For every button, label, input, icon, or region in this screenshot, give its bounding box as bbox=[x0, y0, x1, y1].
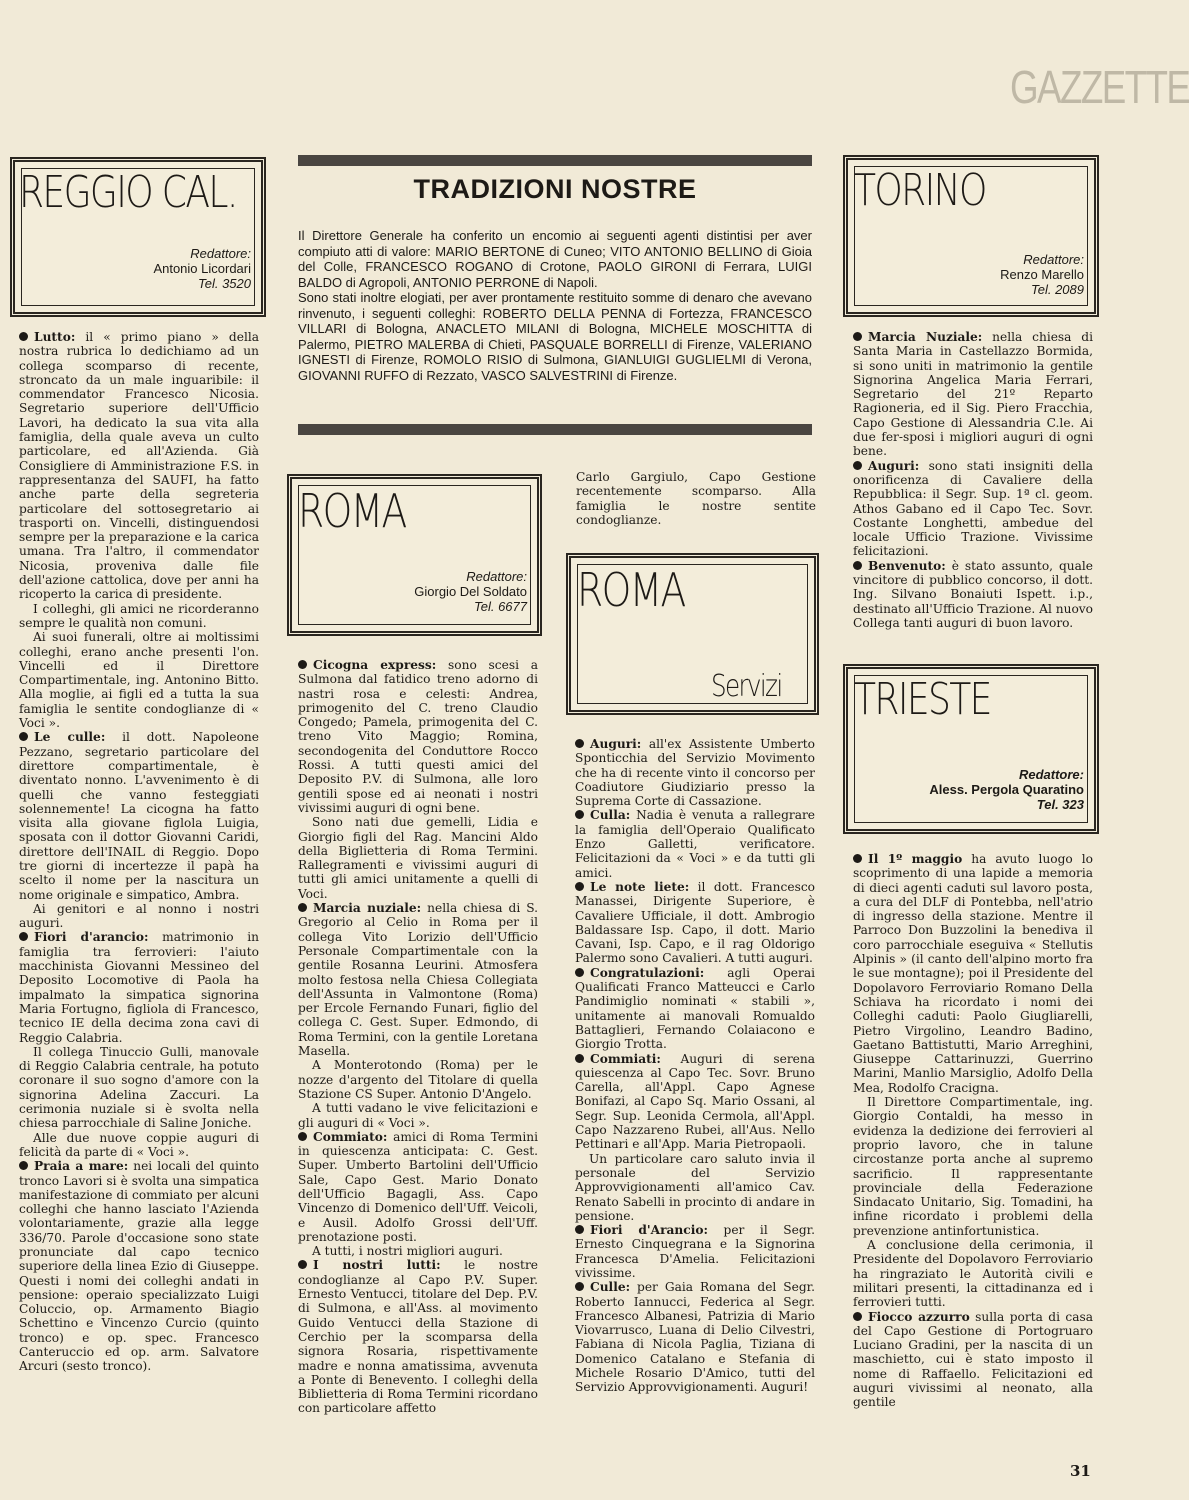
trieste-column: Il 1º maggio ha avuto luogo lo scoprimento di una lapide a memoria di dieci agenti caduti sul lavoro posta, a cura del DLF di Pontebba, nell'atrio di ingresso della stazione. Mentre il Parroco Don Buzzolini la benediva il coro parrocchiale eseguiva « Stellutis Alpinis » (il canto dell'alpino morto fra le sue montagne); poi il Presidente del Dopolavoro Ferroviario Romano Della Schiava ha ricordato i nomi dei Colleghi caduti: Paolo Giugliarelli, Pietro Virgolino, Leandro Badino, Gaetano Battistutti, Mario Arreghini, Giuseppe Cattarinuzzi, Guerrino Marini, Manlio Marsiglio, Adolfo Della Mea, Rodolfo Cracigna. Il Direttore Compartimentale, ing. Giorgio Contaldi, ha messo in evidenza la dedizione dei ferrovieri al proprio lavoro, che in talune circostanze porta anche al supremo sacrificio. Il rappresentante provinciale della Federazione Sindacato Unitario, Sig. Tomadini, ha infine ricordato i problemi della prevenzione antinfortunistica. A conclusione della cerimonia, il Presidente del Dopolavoro Ferroviario ha ringraziato le Autorità civili e militari presenti, la cittadinanza ed i ferrovieri tutti. Fiocco azzurro sulla porta di casa del Capo Gestione di Portogruaro Luciano Gradini, per la nascita di un maschietto, cui è stato imposto il nome di Raffaello. Felicitazioni ed auguri vivissimi al neonato, alla gentile bbox=[853, 852, 1093, 1410]
torino-city-title: TORINO bbox=[854, 165, 986, 216]
bullet-icon bbox=[19, 1161, 28, 1170]
bullet-icon bbox=[19, 932, 28, 941]
roma-redattore: Redattore: Giorgio Del Soldato Tel. 6677 bbox=[414, 569, 527, 614]
roma-header-box bbox=[287, 474, 542, 636]
bullet-icon bbox=[853, 1312, 862, 1321]
torino-redattore: Redattore: Renzo Marello Tel. 2089 bbox=[1000, 252, 1084, 297]
bullet-icon bbox=[575, 1282, 584, 1291]
bullet-icon bbox=[298, 1260, 307, 1269]
bullet-icon bbox=[575, 1225, 584, 1234]
reggio-header-box bbox=[10, 157, 266, 317]
torino-header-box bbox=[843, 155, 1099, 317]
roma-city-title: ROMA bbox=[298, 484, 406, 538]
roma-servizi-column: Auguri: all'ex Assistente Umberto Sponticchia del Servizio Movimento che ha di recente vinto il concorso per Coadiutore Giudiziario presso la Suprema Corte di Cassazione. Culla: Nadia è venuta a rallegrare la famiglia dell'Operaio Qualificato Enzo Galletti, verificatore. Felicitazioni da « Voci » e da tutti gli amici. Le note liete: il dott. Francesco Manassei, Dirigente Superiore, è Cavaliere Ufficiale, il dott. Ambrogio Baldassare Isp. Capo, il dott. Mario Cavani, Isp. Capo, e il rag Oldorigo Palermo sono Cavalieri. A tutti auguri. Congratulazioni: agli Operai Qualificati Franco Matteucci e Carlo Pandimiglio nominati « stabili », unitamente ai manovali Romualdo Battaglieri, Fernando Colaiacono e Giorgio Trotta. Commiati: Auguri di serena quiescenza al Capo Tec. Sovr. Bruno Carella, all'Appl. Capo Agnese Bonifazi, al Capo Sq. Mario Ossani, al Segr. Sup. Leonida Cermola, all'Appl. Capo Nazzareno Rubei, all'Aus. Nello Pettinari e all'App. Maria Pietropaoli. Un particolare caro saluto invia il personale del Servizio Approvvigionamenti all'amico Cav. Renato Sabelli in procinto di andare in pensione. Fiori d'Arancio: per il Segr. Ernesto Cinquegrana e la Signorina Francesca D'Amelia. Felicitazioni vivissime. Culle: per Gaia Romana del Segr. Roberto Iannucci, Federica al Segr. Francesco Albanesi, Patrizia di Mario Viovarrusco, Luana di Delio Cilvestri, Fabiana di Nicola Paglia, Tiziana di Domenico Catalano e Stefania di Michele Rosario D'Amico, tutti del Servizio Approvvigionamenti. Auguri! bbox=[575, 737, 816, 1395]
header-fragment: GAZZETTE bbox=[1010, 61, 1189, 113]
trieste-redattore: Redattore: Aless. Pergola Quaratino Tel. 323 bbox=[929, 767, 1084, 812]
roma-continuation: Carlo Gargiulo, Capo Gestione recentemente scomparso. Alla famiglia le nostre sentite condoglianze. bbox=[576, 470, 816, 527]
roma-servizi-header-box bbox=[566, 553, 819, 715]
bullet-icon bbox=[853, 332, 862, 341]
center-body: Il Direttore Generale ha conferito un encomio ai seguenti agenti distintisi per aver compiuto atti di valore: MARIO BERTONE di Cuneo; VITO ANTONIO BELLINO di Gioia del Colle, FRANCESCO ROGANO di Crotone, PAOLO GIRONI di Ferrara, LUIGI BALDO di Agropoli, ANTONIO PERRONE di Napoli. Sono stati inoltre elogiati, per aver prontamente restituito somme di denaro che avevano rinvenuto, i seguenti colleghi: ROBERTO DELLA PENNA di Fortezza, FRANCESCO VILLARI di Bologna, ANACLETO MILANI di Bologna, MICHELE MOSCHITTA di Palermo, PIETRO MALERBA di Chieti, PASQUALE BORRELLI di Firenze, VALERIANO IGNESTI di Firenze, ROMOLO RISIO di Sulmona, GIANLUIGI GUGLIELMI di Verona, GIOVANNI RUFFO di Rezzato, VASCO SALVESTRINI di Firenze. bbox=[298, 228, 812, 383]
bullet-icon bbox=[575, 739, 584, 748]
bullet-icon bbox=[298, 660, 307, 669]
center-title: TRADIZIONI NOSTRE bbox=[413, 174, 697, 204]
bullet-icon bbox=[853, 461, 862, 470]
center-top-rule bbox=[298, 155, 812, 166]
trieste-city-title: TRIESTE bbox=[854, 674, 991, 725]
bullet-icon bbox=[575, 882, 584, 891]
roma-servizi-city-title: ROMA bbox=[577, 563, 685, 617]
bullet-icon bbox=[853, 561, 862, 570]
page-number: 31 bbox=[1070, 1462, 1091, 1480]
bullet-icon bbox=[19, 332, 28, 341]
bullet-icon bbox=[575, 1054, 584, 1063]
torino-column: Marcia Nuziale: nella chiesa di Santa Maria in Castellazzo Bormida, si sono uniti in matrimonio la gentile Signorina Angelica Maria Ferrari, Segretario del 21º Reparto Ragioneria, ed il Sig. Piero Fracchia, Capo Gestione di Alessandria C.le. Ai due fer-sposi i migliori auguri di ogni bene. Auguri: sono stati insigniti della onorificenza di Cavaliere della Repubblica: il Segr. Sup. 1ª cl. geom. Athos Gabano ed il Capo Tec. Sovr. Costante Longhetti, ambedue del locale Ufficio Trazione. Vivissime felicitazioni. Benvenuto: è stato assunto, quale vincitore di pubblico concorso, il dott. Ing. Silvano Bonaiuti Ispett. i.p., destinato all'Ufficio Trazione. Al nuovo Collega tanti auguri di buon lavoro. bbox=[853, 330, 1093, 630]
reggio-city-title: REGGIO CAL. bbox=[19, 167, 237, 218]
bullet-icon bbox=[853, 854, 862, 863]
reggio-column: Lutto: il « primo piano » della nostra rubrica lo dedichiamo ad un collega scomparso di recente, stroncato da un male inguaribile: il commendator Francesco Nicosia. Segretario superiore dell'Ufficio Lavori, ha dedicato la sua vita alla famiglia, della quale aveva un culto particolare, ed all'Azienda. Già Consigliere di Amministrazione F.S. in rappresentanza del SAUFI, ha fatto anche parte della segreteria particolare del sottosegretario ai trasporti on. Vincelli, distinguendosi sempre per la preparazione e la carica umana. Tra l'altro, il commendator Nicosia, proveniva dalle file dell'azione cattolica, dove per anni ha ricoperto la carica di presidente. I colleghi, gli amici ne ricorderanno sempre le qualità non comuni. Ai suoi funerali, oltre ai moltissimi colleghi, erano anche presenti l'on. Vincelli ed il Direttore Compartimentale, ing. Antonino Bitto. Alla moglie, ai figli ed a tutta la sua famiglia le sentite condoglianze di « Voci ». Le culle: il dott. Napoleone Pezzano, segretario particolare del direttore compartimentale, è diventato nonno. L'avvenimento è di quelli che vanno festeggiati solennemente! La cicogna ha fatto visita alla giovane figlola Luigia, sposata con il dottor Giovanni Caridi, direttore dell'INAIL di Reggio. Dopo tre giorni di incertezze il papà ha scelto il nome per la nascitura un nome originale e simpatico, Ambra. Ai genitori e al nonno i nostri auguri. Fiori d'arancio: matrimonio in famiglia tra ferrovieri: l'aiuto macchinista Giovanni Messineo del Deposito Locomotive di Paola ha impalmato la simpatica signorina Maria Fortugno, figliola di Francesco, tecnico IE della decima zona cavi di Reggio Calabria. Il collega Tinuccio Gulli, manovale di Reggio Calabria centrale, ha potuto coronare il suo sogno d'amore con la signorina Adelina Zaccuri. La cerimonia nuziale si è svolta nella chiesa parrocchiale di Saline Joniche. Alle due nuove coppie auguri di felicità da parte di « Voci ». Praia a mare: nei locali del quinto tronco Lavori si è svolta una simpatica manifestazione di commiato per alcuni colleghi che hanno lasciato l'Azienda volontariamente, grazie alla legge 336/70. Parole d'occasione sono state pronunciate dal capo tecnico superiore della linea Ezio di Giuseppe. Questi i nomi dei colleghi andati in pensione: operaio specializzato Luigi Coluccio, op. Armamento Biagio Schettino e Vincenzo Curcio (quinto tronco) e op. spec. Francesco Canteruccio ed op. arm. Salvatore Arcuri (sesto tronco). bbox=[19, 330, 260, 1374]
bullet-icon bbox=[298, 903, 307, 912]
bullet-icon bbox=[575, 810, 584, 819]
trieste-header-box bbox=[843, 664, 1099, 834]
bullet-icon bbox=[575, 968, 584, 977]
bullet-icon bbox=[298, 1132, 307, 1141]
reggio-redattore: Redattore: Antonio Licordari Tel. 3520 bbox=[153, 246, 251, 291]
roma-column: Cicogna express: sono scesi a Sulmona dal fatidico treno adorno di nastri rosa e celesti: Andrea, primogenito del C. treno Claudio Congedo; Pamela, primogenita del C. treno Vito Maggio; Romina, secondogenita del Conduttore Rocco Rossi. A tutti questi amici del Deposito P.V. di Sulmona, alle loro gentili spose ed ai neonati i nostri vivissimi auguri di ogni bene. Sono nati due gemelli, Lidia e Giorgio figli del Rag. Mancini Aldo della Biglietteria di Roma Termini. Rallegramenti e vivissimi auguri di tutti gli amici unitamente a quelli di Voci. Marcia nuziale: nella chiesa di S. Gregorio al Celio in Roma per il collega Vito Lorizio dell'Ufficio Personale Compartimentale con la gentile Rosanna Leurini. Atmosfera molto festosa nella Chiesa Collegiata dell'Assunta in Valmontone (Roma) per Ercole Fernando Funari, figlio del collega C. Gest. Super. Edmondo, di Roma Termini, con la gentile Loretana Masella. A Monterotondo (Roma) per le nozze d'argento del Titolare di quella Stazione CS Super. Antonio D'Angelo. A tutti vadano le vive felicitazioni e gli auguri di « Voci ». Commiato: amici di Roma Termini in quiescenza anticipata: C. Gest. Super. Umberto Bartolini dell'Ufficio Sale, Capo Gest. Mario Donato dell'Ufficio Bagagli, Ass. Capo Vincenzo di Domenico dell'Uff. Veicoli, e Ausil. Adolfo Grossi dell'Uff. prenotazione posti. A tutti, i nostri migliori auguri. I nostri lutti: le nostre condoglianze al Capo P.V. Super. Ernesto Ventucci, titolare del Dep. P.V. di Sulmona, e all'Ass. al movimento Guido Ventucci della Stazione di Cerchio per la scomparsa della signora Rosaria, rispettivamente madre e nonna amatissima, avvenuta a Ponte di Benevento. I colleghi della Biblietteria di Roma Termini ricordano con particolare affetto bbox=[298, 658, 539, 1416]
roma-servizi-subtitle: Servizi bbox=[711, 669, 782, 704]
center-bottom-rule bbox=[298, 424, 812, 435]
bullet-icon bbox=[19, 732, 28, 741]
